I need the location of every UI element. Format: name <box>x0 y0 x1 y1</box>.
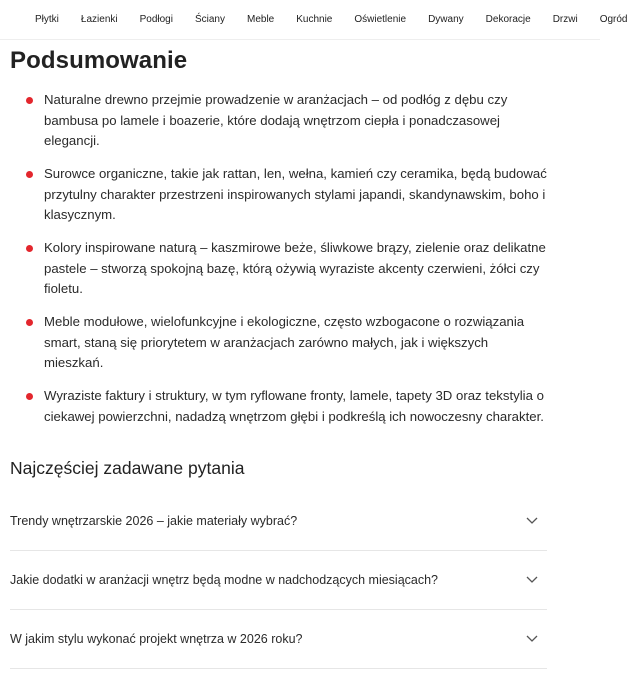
article-content <box>10 46 550 646</box>
nav-item-oswietlenie[interactable]: Oświetlenie <box>354 14 407 25</box>
faq-item[interactable] <box>10 610 547 669</box>
nav-item-ogrod[interactable]: Ogród <box>599 14 627 25</box>
chevron-down-icon[interactable] <box>521 510 543 532</box>
summary-heading: Podsumowanie <box>10 47 188 74</box>
bullet-dot-icon <box>26 171 33 178</box>
nav-item-podlogi[interactable]: Podłogi <box>139 14 173 25</box>
bullet-dot-icon <box>26 319 33 326</box>
top-navigation <box>0 0 627 40</box>
nav-list <box>35 14 627 25</box>
nav-item-kuchnie[interactable]: Kuchnie <box>296 14 333 25</box>
summary-bullet-list <box>10 90 550 427</box>
nav-item-plytki[interactable]: Płytki <box>35 14 59 25</box>
nav-item-lazienki[interactable]: Łazienki <box>80 14 118 25</box>
nav-item-dekoracje[interactable]: Dekoracje <box>485 14 531 25</box>
nav-item-meble[interactable]: Meble <box>246 14 275 25</box>
nav-item-drzwi[interactable]: Drzwi <box>552 14 578 25</box>
faq-heading: Najczęściej zadawane pytania <box>10 458 245 478</box>
faq-accordion <box>10 492 547 669</box>
summary-bullet <box>10 90 550 152</box>
faq-question: Jakie dodatki w aranżacji wnętrz będą modne w nadchodzących miesiącach? <box>10 573 439 587</box>
summary-bullet <box>10 386 550 427</box>
summary-bullet <box>10 164 550 226</box>
summary-bullet-text: Meble modułowe, wielofunkcyjne i ekologiczne, często wzbogacone o rozwiązania smart, staną się priorytetem w aranżacjach zarówno małych, jak i większych mieszkań. <box>44 314 525 370</box>
summary-bullet-text: Wyraziste faktury i struktury, w tym ryflowane fronty, lamele, tapety 3D oraz tekstylia o ciekawej powierzchni, nadadzą wnętrzom głębi i podkreślą ich nowoczesny charakter. <box>44 388 544 424</box>
nav-item-sciany[interactable]: Ściany <box>194 14 225 25</box>
bullet-dot-icon <box>26 393 33 400</box>
summary-bullet <box>10 238 550 300</box>
bullet-dot-icon <box>26 97 33 104</box>
summary-bullet-text: Naturalne drewno przejmie prowadzenie w aranżacjach – od podłóg z dębu czy bambusa po lamele i boazerie, które dodają wnętrzom ciepła i ponadczasowej elegancji. <box>44 92 508 148</box>
faq-item[interactable] <box>10 551 547 610</box>
faq-question: Trendy wnętrzarskie 2026 – jakie materiały wybrać? <box>10 514 298 528</box>
faq-item[interactable] <box>10 492 547 551</box>
chevron-down-icon[interactable] <box>521 628 543 650</box>
faq-question: W jakim stylu wykonać projekt wnętrza w 2026 roku? <box>10 632 303 646</box>
chevron-down-icon[interactable] <box>521 569 543 591</box>
summary-bullet <box>10 312 550 374</box>
nav-item-dywany[interactable]: Dywany <box>428 14 464 25</box>
summary-bullet-text: Surowce organiczne, takie jak rattan, len, wełna, kamień czy ceramika, będą budować przytulny charakter przestrzeni inspirowanych stylami japandi, skandynawskim, boho i klasycznym. <box>44 166 547 222</box>
bullet-dot-icon <box>26 245 33 252</box>
summary-bullet-text: Kolory inspirowane naturą – kaszmirowe beże, śliwkowe brązy, zielenie oraz delikatne pastele – stworzą spokojną bazę, którą ożywią wyraziste akcenty czerwieni, żółci czy fioletu. <box>44 240 546 296</box>
